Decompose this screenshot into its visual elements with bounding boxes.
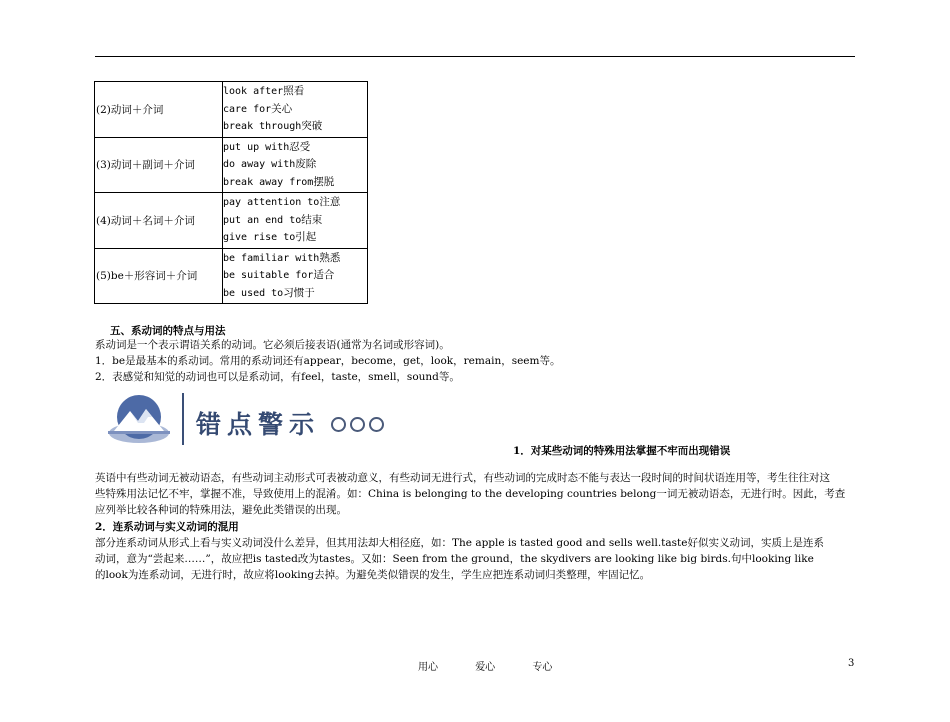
phrase-chinese: 引起 (295, 231, 317, 243)
error-item-1-line-1: 英语中有些动词无被动语态，有些动词主动形式可表被动意义，有些动词无进行式，有些动词的完成时态不能与表达一段时间的时间状语连用等，考生往往对这 (95, 472, 830, 484)
phrase-english: do away with (223, 159, 296, 170)
phrase-chinese: 结束 (301, 213, 323, 226)
phrasal-verb-table (94, 81, 368, 304)
phrase-english: put an end to (223, 214, 302, 226)
footer-motto (418, 658, 572, 673)
phrase-chinese: 突破 (301, 120, 323, 132)
banner-divider (182, 393, 184, 445)
mountain-logo-icon (108, 393, 170, 445)
table-category-cell: (2)动词＋介词 (95, 82, 223, 138)
section-5-line-3: 2．表感觉和知觉的动词也可以是系动词，有feel，taste，smell，sound等。 (95, 371, 460, 383)
error-item-2-line-3: 的look为连系动词，无进行时，故应将looking去掉。为避免类似错误的发生，学生应把连系动词归类整理，牢固记忆。 (95, 569, 651, 581)
phrase-example (223, 285, 367, 303)
phrase-chinese: 注意 (319, 196, 341, 208)
phrase-english: put up with (223, 141, 290, 153)
error-item-2-line-1: 部分连系动词从形式上看与实义动词没什么差异，但其用法却大相径庭，如：The apple is tasted good and sells well.taste好似实义动词，实质上是连系 (95, 537, 824, 549)
phrase-example (223, 118, 367, 136)
footer-word-3: 专心 (532, 662, 553, 673)
error-item-1-line-2: 些特殊用法记忆不牢，掌握不准，导致使用上的混淆。如：China is belonging to the developing countries belong一词无被动语态，无进行时。因此，考查 (95, 488, 846, 500)
circle-icon (369, 417, 384, 432)
phrase-chinese: 熟悉 (319, 251, 341, 264)
header-rule (95, 56, 855, 57)
error-item-1-line-3: 应列举比较各种词的特殊用法，避免此类错误的出现。 (95, 504, 347, 516)
table-category-cell: (3)动词＋副词＋介词 (95, 137, 223, 193)
footer-word-2: 爱心 (475, 662, 496, 673)
phrase-english: be used to (223, 287, 284, 299)
phrase-example (223, 250, 367, 268)
error-item-2-line-2: 动词，意为“尝起来……”，故应把is tasted改为tastes。又如：Seen from the ground，the skydivers are looking like big birds.句中looking like (95, 553, 814, 565)
phrase-example (223, 267, 367, 285)
phrase-english: look after (223, 86, 284, 97)
phrase-chinese: 摆脱 (313, 175, 335, 188)
phrase-chinese: 关心 (271, 102, 293, 115)
phrase-example (223, 101, 367, 119)
circle-icon (350, 417, 365, 432)
phrase-english: pay attention to (223, 197, 320, 208)
table-examples-cell (223, 137, 368, 193)
phrase-example (223, 212, 367, 230)
phrase-english: give rise to (223, 232, 296, 243)
footer-word-1: 用心 (418, 662, 438, 673)
phrase-example (223, 156, 367, 174)
phrase-english: break away from (223, 176, 314, 188)
section-5-line-2: 1．be是最基本的系动词。常用的系动词还有appear，become，get，look，remain，seem等。 (95, 355, 561, 367)
table-examples-cell (223, 193, 368, 249)
table-examples-cell (223, 248, 368, 304)
phrase-chinese: 忍受 (289, 140, 311, 153)
table-row (95, 248, 368, 304)
phrase-chinese: 照看 (283, 85, 305, 97)
phrase-english: be suitable for (223, 270, 314, 281)
phrase-chinese: 习惯于 (283, 286, 315, 299)
section-5-line-1: 系动词是一个表示谓语关系的动词。它必须后接表语(通常为名词或形容词)。 (95, 339, 450, 351)
table-row (95, 137, 368, 193)
phrase-example (223, 139, 367, 157)
table-examples-cell (223, 82, 368, 138)
error-item-1-title: 1．对某些动词的特殊用法掌握不牢而出现错误 (513, 445, 731, 457)
phrase-example (223, 174, 367, 192)
phrase-english: care for (223, 103, 272, 115)
table-row (95, 82, 368, 138)
circle-icon (331, 417, 346, 432)
table-row (95, 193, 368, 249)
section-5-title: 五、系动词的特点与用法 (110, 325, 226, 337)
phrase-chinese: 适合 (313, 269, 335, 281)
phrase-english: break through (223, 121, 302, 132)
phrase-example (223, 83, 367, 101)
phrase-english: be familiar with (223, 252, 320, 264)
page-number: 3 (848, 658, 855, 669)
table-category-cell: (4)动词＋名词＋介词 (95, 193, 223, 249)
phrase-example (223, 229, 367, 247)
banner-title: 错点警示 (196, 410, 321, 439)
error-warning-banner (108, 391, 398, 453)
banner-dots (331, 417, 388, 436)
phrase-chinese: 废除 (295, 158, 317, 170)
phrase-example (223, 194, 367, 212)
error-item-2-title: 2．连系动词与实义动词的混用 (95, 521, 239, 533)
table-category-cell: (5)be＋形容词＋介词 (95, 248, 223, 304)
